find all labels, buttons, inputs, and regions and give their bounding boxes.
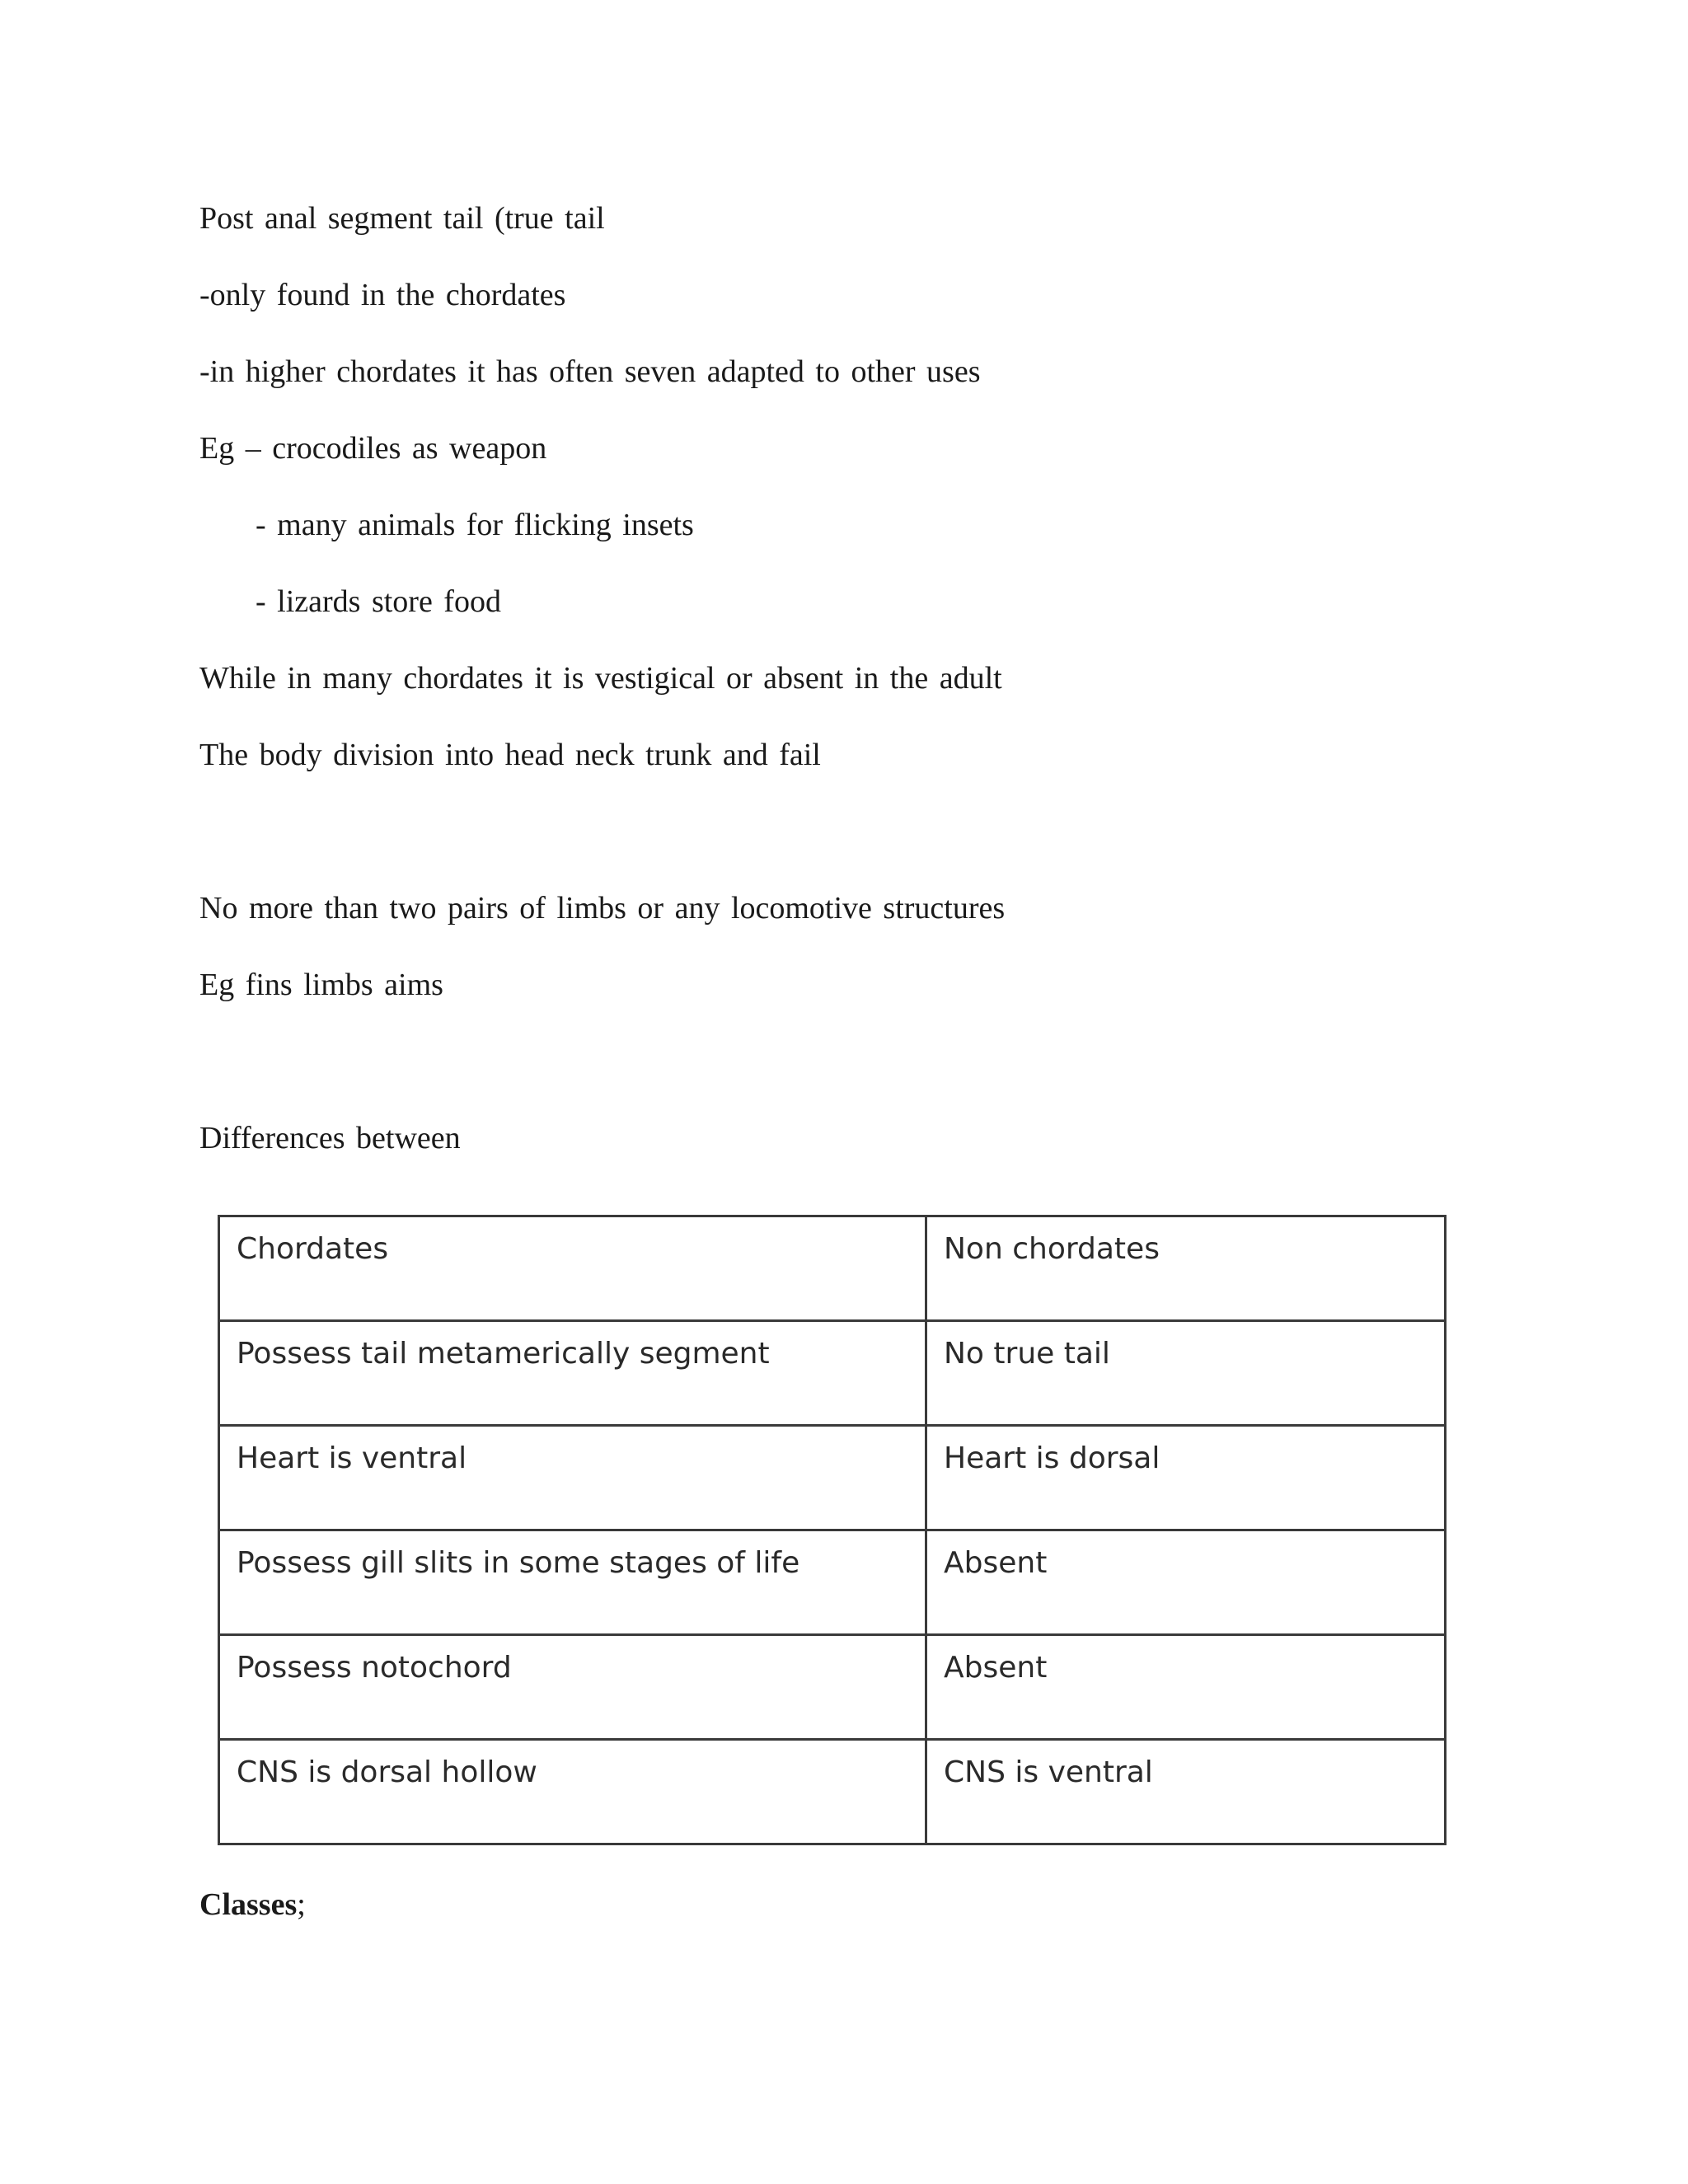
text-line-limbs: No more than two pairs of limbs or any locomotive structures: [199, 891, 1006, 926]
text-line-vestigial: While in many chordates it is vestigical or absent in the adult: [199, 661, 1002, 696]
differences-table: [218, 1215, 1444, 1789]
table-header-cell: Chordates: [219, 1216, 926, 1321]
text-line-eg-fins: Eg fins limbs aims: [199, 968, 443, 1002]
table-cell: Absent: [926, 1530, 1446, 1635]
table-row: [219, 1426, 1446, 1530]
text-line-lizards: - lizards store food: [256, 584, 501, 619]
text-line-higher-chordates: -in higher chordates it has often seven adapted to other uses: [199, 354, 981, 389]
classes-heading-label: Classes: [199, 1887, 298, 1922]
table-cell: Heart is ventral: [219, 1426, 926, 1530]
classes-heading: [199, 1889, 306, 1920]
table-row: [219, 1635, 1446, 1740]
table-cell: Heart is dorsal: [926, 1426, 1446, 1530]
table-cell: CNS is ventral: [926, 1740, 1446, 1844]
table-cell: Absent: [926, 1635, 1446, 1740]
table-header-row: [219, 1216, 1446, 1321]
table-row: [219, 1740, 1446, 1844]
text-line-only-chordates: -only found in the chordates: [199, 278, 566, 312]
table-cell: Possess tail metamerically segment: [219, 1321, 926, 1426]
text-line-post-anal-tail: Post anal segment tail (true tail: [199, 201, 605, 236]
table-row: [219, 1321, 1446, 1426]
table-cell: Possess gill slits in some stages of life: [219, 1530, 926, 1635]
text-line-eg-crocodiles: Eg – crocodiles as weapon: [199, 431, 547, 466]
table-row: [219, 1530, 1446, 1635]
classes-heading-punct: ;: [297, 1887, 306, 1922]
text-line-body-division: The body division into head neck trunk and fail: [199, 738, 821, 772]
table-cell: No true tail: [926, 1321, 1446, 1426]
text-line-many-animals: - many animals for flicking insets: [256, 508, 694, 542]
table-header-cell: Non chordates: [926, 1216, 1446, 1321]
text-line-differences: Differences between: [199, 1121, 461, 1155]
table-cell: Possess notochord: [219, 1635, 926, 1740]
table-cell: CNS is dorsal hollow: [219, 1740, 926, 1844]
